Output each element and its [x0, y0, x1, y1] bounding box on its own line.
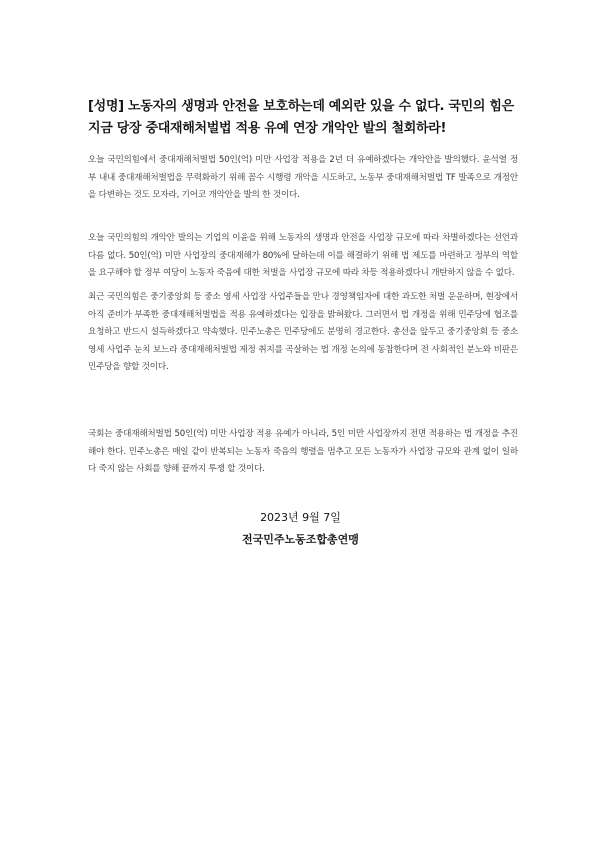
body-paragraph-1: 오늘 국민의힘에서 중대재해처벌법 50인(억) 미만 사업장 적용을 2년 더 유예하겠다는 개악안을 발의했다. 윤석열 정부 내내 중대재해처벌법을 무력화하기 위해 꼼수 시행령 개악을 시도하고, 노동부 중대재해처벌법 TF 발족으로 개정안을 다변하는 것도 모자라, 기어코 개악안을 발의 한 것이다. [88, 155, 518, 200]
statement-title: [성명] 노동자의 생명과 안전을 보호하는데 예외란 있을 수 없다. 국민의 힘은 지금 당장 중대재해처벌법 적용 유예 연장 개악안 발의 철회하라! [88, 99, 514, 136]
body-paragraph-3: 최근 국민의힘은 중기중앙회 등 중소 영세 사업장 사업주들을 만나 경영책임자에 대한 과도한 처벌 운운하며, 현장에서 아직 준비가 부족한 중대재해처벌법을 적용 유예하겠다는 입장을 밝혀왔다. 그러면서 법 개정을 위해 민주당에 협조를 요청하고 반드시 설득하겠다고 약속했다. 민주노총은 민주당에도 분명히 경고한다. 총선을 앞두고 중기중앙회 등 중소영세 사업주 눈치 보느라 중대재해처벌법 제정 취지를 곡살하는 법 개정 논의에 동참한다며 전 사회적인 분노와 비판은 민주당을 향할 것이다. [88, 292, 518, 372]
body-paragraph-4: 국회는 중대재해처벌법 50인(억) 미만 사업장 적용 유예가 아니라, 5인 미만 사업장까지 전면 적용하는 법 개정을 추진해야 한다. 민주노총은 매일 같이 반복되는 노동자 죽음의 행렬을 멈추고 모든 노동자가 사업장 규모와 관계 없이 일하다 죽지 않는 사회를 향해 끝까지 투쟁 할 것이다. [88, 429, 518, 474]
body-paragraph-2: 오늘 국민의힘의 개악안 발의는 기업의 이윤을 위해 노동자의 생명과 안전을 사업장 규모에 따라 차별하겠다는 선언과 다름 없다. 50인(억) 미만 사업장의 중대재해가 80%에 달하는데 이를 해결하기 위해 법 제도를 마련하고 정부의 역할을 요구해야 할 정부 여당이 노동자 죽음에 대한 처벌을 사업장 규모에 따라 차등 적용하겠다니 개탄하지 않을 수 없다. [88, 233, 518, 278]
issuing-organization: 전국민주노동조합총연맹 [242, 533, 359, 546]
statement-date: 2023년 9월 7일 [260, 511, 341, 524]
